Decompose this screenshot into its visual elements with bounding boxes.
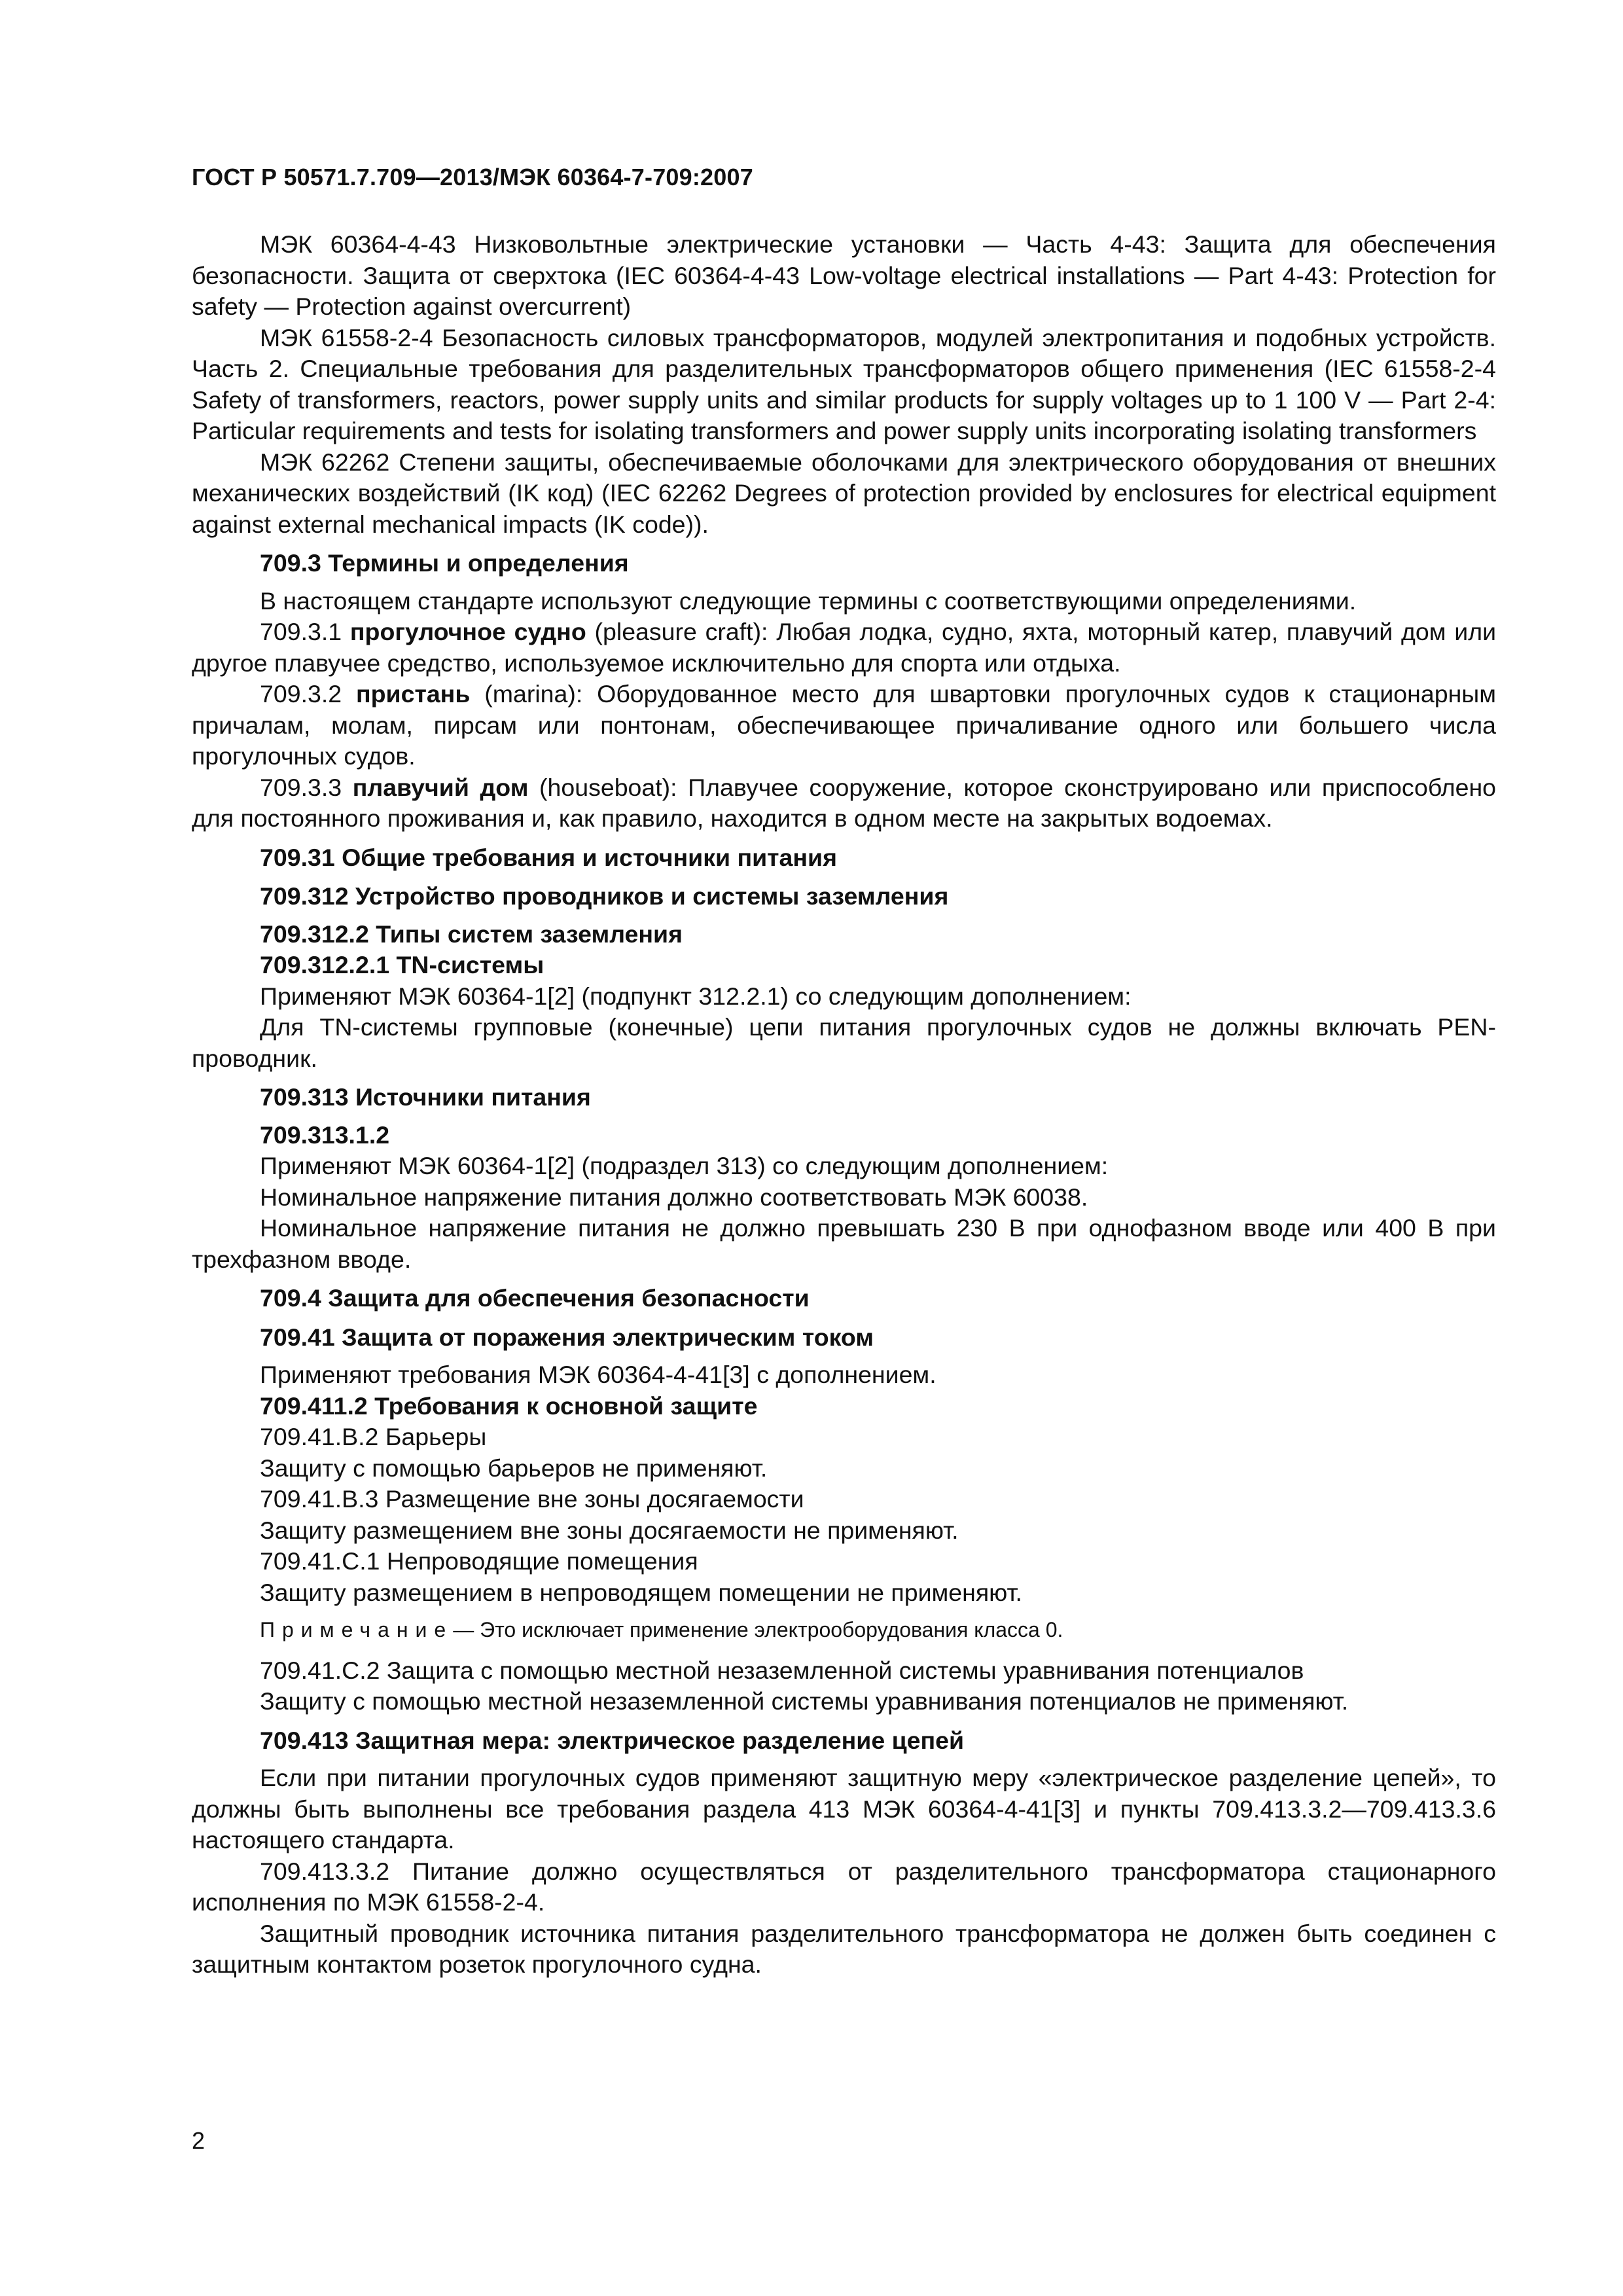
term-definition [192, 679, 1496, 772]
section-heading-709-413: 709.413 Защитная мера: электрическое разделение цепей [260, 1726, 965, 1754]
note-label: Примечание [260, 1618, 454, 1641]
note-text: — Это исключает применение электрооборудования класса 0. [453, 1618, 1063, 1641]
section-heading-709-4: 709.4 Защита для обеспечения безопасности [260, 1284, 810, 1312]
term-text: (marina): Оборудованное место для швартовки прогулочных судов к стационарным причалам, молам, пирсам или понтонам, обеспечивающее причаливание одного или большего числа прогулочных судов. [192, 680, 1497, 770]
clause-title: 709.41.C.1 Непроводящие помещения [260, 1547, 698, 1575]
paragraph: Применяют МЭК 60364-1[2] (подпункт 312.2.1) со следующим дополнением: [260, 982, 1132, 1010]
clause-title: 709.41.C.2 Защита с помощью местной незаземленной системы уравнивания потенциалов [260, 1656, 1304, 1684]
subsection-heading: 709.411.2 Требования к основной защите [260, 1391, 758, 1420]
subsection-heading: 709.312.2.1 TN-системы [260, 951, 544, 978]
normative-reference: МЭК 61558-2-4 Безопасность силовых трансформаторов, модулей электропитания и подобных устройств. Часть 2. Специальные требования для разделительных трансформаторов общего применения (IEC 61558-2-4 Safety of transformers, reactors, power supply units and similar products for supply voltages up to 1 100 V — Part 2-4: Particular requirements and tests for isolating transformers and power supply units incorporating isolating transformers [192, 323, 1496, 444]
term-text: (houseboat): Плавучее сооружение, которое сконструировано или приспособлено для постоянного проживания и, как правило, находится в одном месте на закрытых водоемах. [192, 773, 1497, 832]
paragraph: Защиту с помощью барьеров не применяют. [260, 1454, 768, 1482]
paragraph: Защитный проводник источника питания разделительного трансформатора не должен быть соединен с защитным контактом розеток прогулочного судна. [192, 1919, 1496, 1978]
paragraph: Номинальное напряжение питания не должно превышать 230 В при однофазном вводе или 400 В при трехфазном вводе. [192, 1214, 1496, 1273]
term-number: 709.3.1 [260, 618, 342, 645]
term-name: прогулочное судно [349, 618, 586, 645]
section-heading-709-313: 709.313 Источники питания [260, 1083, 591, 1111]
section-heading-709-3: 709.3 Термины и определения [260, 549, 629, 577]
clause-title: 709.41.B.2 Барьеры [260, 1423, 487, 1450]
subsection-heading: 709.313.1.2 [260, 1121, 390, 1149]
page-content [192, 229, 1496, 1981]
normative-reference: МЭК 62262 Степени защиты, обеспечиваемые оболочками для электрического оборудования от внешних механических воздействий (IK код) (IEC 62262 Degrees of protection provided by enclosures for electrical equipment against external mechanical impacts (IK code)). [192, 448, 1496, 538]
section-heading-709-312: 709.312 Устройство проводников и системы заземления [260, 882, 949, 910]
paragraph: Применяют требования МЭК 60364-4-41[3] с дополнением. [260, 1361, 936, 1388]
paragraph: 709.413.3.2 Питание должно осуществляться от разделительного трансформатора стационарного исполнения по МЭК 61558-2-4. [192, 1857, 1496, 1916]
paragraph: Защиту размещением в непроводящем помещении не применяют. [260, 1578, 1022, 1606]
note [192, 1615, 1496, 1646]
page-number: 2 [192, 2127, 205, 2154]
normative-reference: МЭК 60364-4-43 Низковольтные электрические установки — Часть 4-43: Защита для обеспечения безопасности. Защита от сверхтока (IEC 60364-4-43 Low-voltage electrical installations — Part 4-43: Protection for safety — Protection against overcurrent) [192, 230, 1496, 320]
section-heading-709-41: 709.41 Защита от поражения электрическим током [260, 1323, 874, 1351]
paragraph: Для TN-системы групповые (конечные) цепи питания прогулочных судов не должны включать PEN-проводник. [192, 1013, 1496, 1072]
term-name: плавучий дом [352, 773, 529, 801]
paragraph: Защиту размещением вне зоны досягаемости не применяют. [260, 1516, 959, 1544]
term-name: пристань [356, 680, 471, 708]
term-number: 709.3.2 [260, 680, 342, 708]
paragraph: Защиту с помощью местной незаземленной системы уравнивания потенциалов не применяют. [260, 1687, 1349, 1715]
paragraph: В настоящем стандарте используют следующие термины с соответствующими определениями. [260, 586, 1357, 615]
paragraph: Если при питании прогулочных судов применяют защитную меру «электрическое разделение цепей», то должны быть выполнены все требования раздела 413 МЭК 60364-4-41[3] и пункты 709.413.3.2—709.413.3.6 настоящего стандарта. [192, 1764, 1496, 1854]
term-definition [192, 772, 1496, 834]
paragraph: Применяют МЭК 60364-1[2] (подраздел 313) со следующим дополнением: [260, 1152, 1109, 1179]
paragraph: Номинальное напряжение питания должно соответствовать МЭК 60038. [260, 1183, 1088, 1211]
section-heading-709-31: 709.31 Общие требования и источники питания [260, 843, 837, 871]
term-text: (pleasure craft): Любая лодка, судно, яхта, моторный катер, плавучий дом или другое плавучее средство, используемое исключительно для спорта или отдыха. [192, 618, 1497, 677]
document-header: ГОСТ Р 50571.7.709—2013/МЭК 60364-7-709:2007 [192, 164, 753, 190]
term-number: 709.3.3 [260, 773, 342, 801]
clause-title: 709.41.B.3 Размещение вне зоны досягаемости [260, 1485, 804, 1513]
term-definition [192, 617, 1496, 679]
subsection-heading: 709.312.2 Типы систем заземления [260, 920, 683, 948]
